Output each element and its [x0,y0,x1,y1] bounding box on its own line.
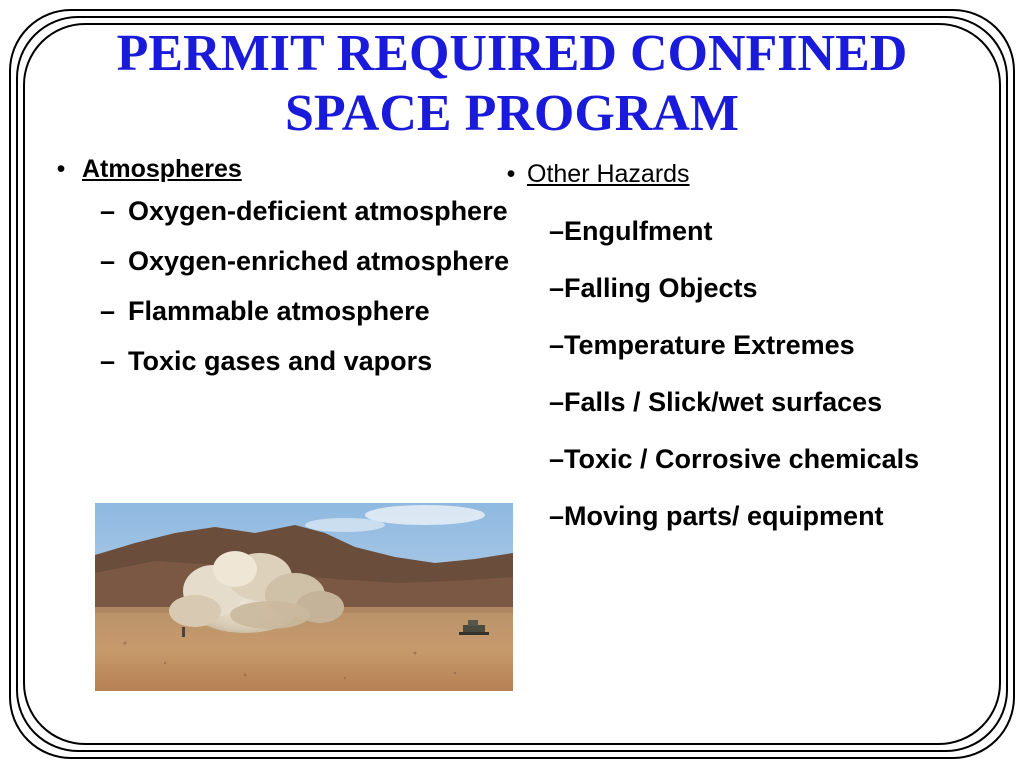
other-hazards-bullet [495,157,975,191]
list-item-text: Engulfment [564,216,713,246]
bullet-icon: • [56,155,66,183]
list-item [100,342,520,381]
list-item-text: Toxic gases and vapors [128,346,433,376]
list-item [549,213,969,249]
other-hazards-section [495,157,975,555]
list-item-text: Flammable atmosphere [128,296,430,326]
hazards-list [549,213,975,534]
dash-icon: – [549,501,565,531]
list-item [549,498,969,534]
dash-icon: – [100,246,116,276]
atmospheres-list [100,192,520,381]
dash-icon: – [549,273,565,303]
desert-dust-cloud-photo [95,503,513,691]
list-item-text: Moving parts/ equipment [564,501,884,531]
list-item [549,384,969,420]
list-item [549,441,969,477]
list-item-text: Oxygen-enriched atmosphere [128,246,510,276]
other-hazards-heading: Other Hazards [527,160,690,188]
dash-icon: – [549,387,565,417]
list-item [549,270,969,306]
atmospheres-section [40,152,520,392]
dash-icon: – [100,346,116,376]
atmospheres-bullet [40,152,520,186]
atmospheres-heading: Atmospheres [82,155,242,183]
dash-icon: – [549,330,565,360]
title-line-1: PERMIT REQUIRED CONFINED [116,25,908,82]
list-item-text: Temperature Extremes [564,330,855,360]
dash-icon: – [549,444,565,474]
list-item [100,292,520,331]
slide-title [40,24,984,144]
list-item-text: Oxygen-deficient atmosphere [128,196,508,226]
list-item-text: Falls / Slick/wet surfaces [564,387,883,417]
list-item [100,192,520,231]
bullet-icon: • [506,160,516,188]
list-item [100,242,520,281]
title-line-2: SPACE PROGRAM [284,85,739,142]
dash-icon: – [549,216,565,246]
list-item-text: Falling Objects [564,273,758,303]
dash-icon: – [100,296,116,326]
list-item [549,327,969,363]
list-item-text: Toxic / Corrosive chemicals [564,444,920,474]
dash-icon: – [100,196,116,226]
